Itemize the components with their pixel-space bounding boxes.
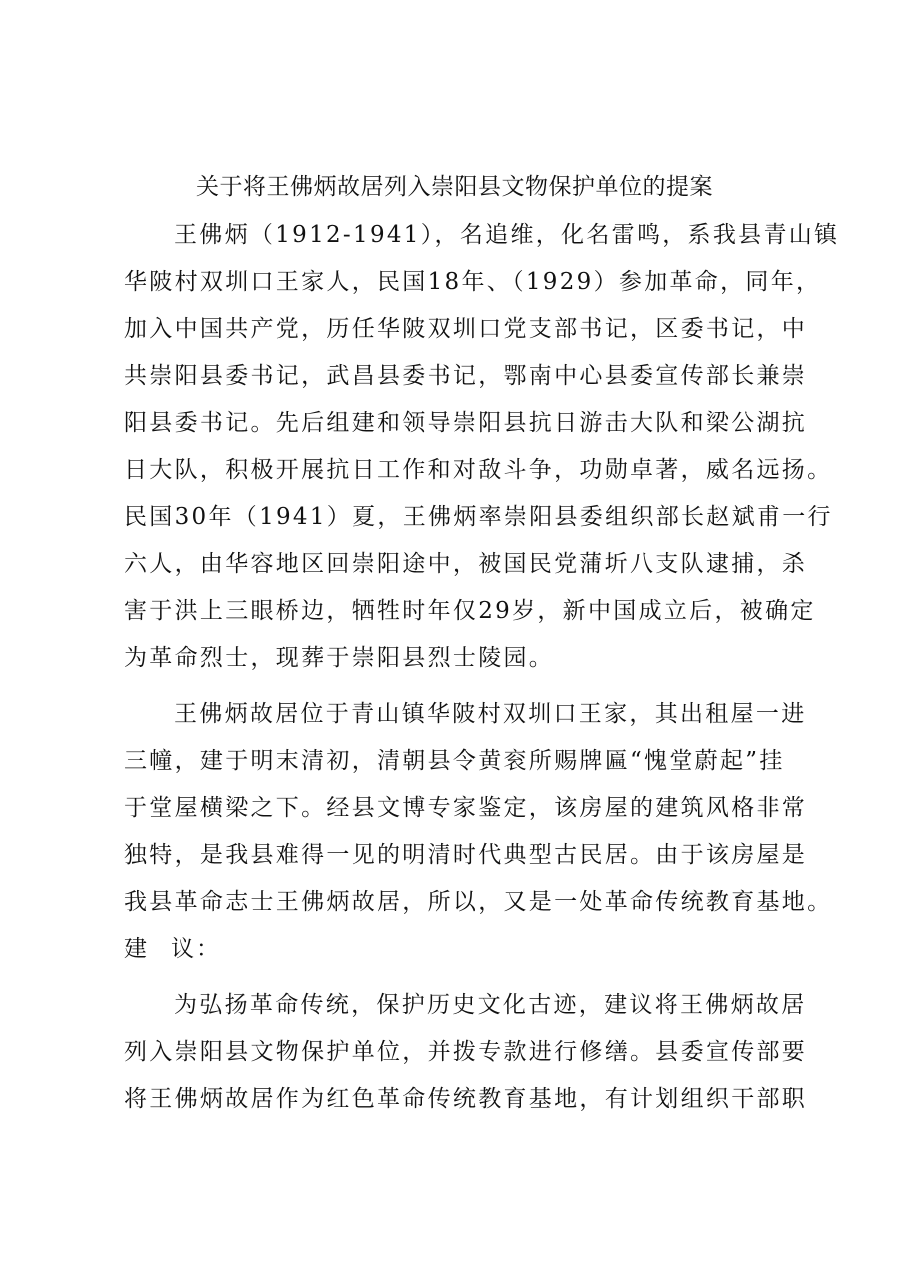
text-line: 民国30年（1941）夏，王佛炳率崇阳县委组织部长赵斌甫一行	[124, 504, 833, 530]
text-line: 将王佛炳故居作为红色革命传统教育基地，有计划组织干部职	[124, 1086, 808, 1112]
text-line: 阳县委书记。先后组建和领导崇阳县抗日游击大队和梁公湖抗	[124, 410, 808, 436]
text-line: 三幢，建于明末清初，清朝县令黄衮所赐牌匾“愧堂蔚起”挂	[124, 748, 785, 774]
text-line: 王佛炳故居位于青山镇华陂村双圳口王家，其出租屋一进	[174, 701, 807, 727]
suggestion-heading-part: 议：	[171, 936, 221, 962]
suggestion-heading-part: 建	[124, 936, 149, 962]
paragraph-residence	[124, 691, 833, 926]
document-body	[124, 212, 840, 1123]
text-line: 于堂屋横梁之下。经县文博专家鉴定，该房屋的建筑风格非常	[124, 795, 808, 821]
text-line: 为弘扬革命传统，保护历史文化古迹，建议将王佛炳故居	[174, 992, 807, 1018]
text-line: 六人，由华容地区回崇阳途中，被国民党蒲圻八支队逮捕，杀	[124, 551, 808, 577]
text-line: 独特，是我县难得一见的明清时代典型古民居。由于该房屋是	[124, 842, 808, 868]
text-line: 华陂村双圳口王家人，民国18年、（1929）参加革命，同年，	[124, 269, 822, 295]
text-line: 共崇阳县委书记，武昌县委书记，鄂南中心县委宣传部长兼崇	[124, 363, 808, 389]
text-line: 王佛炳（1912-1941），名追维，化名雷鸣，系我县青山镇	[174, 222, 840, 248]
paragraph-biography	[124, 212, 840, 682]
text-line: 我县革命志士王佛炳故居，所以，又是一处革命传统教育基地。	[124, 889, 833, 915]
text-line: 列入崇阳县文物保护单位，并拨专款进行修缮。县委宣传部要	[124, 1039, 808, 1065]
text-line: 害于洪上三眼桥边，牺牲时年仅29岁，新中国成立后，被确定	[124, 598, 816, 624]
document-title: 关于将王佛炳故居列入崇阳县文物保护单位的提案	[196, 174, 713, 200]
text-line: 为革命烈士，现葬于崇阳县烈士陵园。	[124, 645, 555, 671]
paragraph-suggestion	[124, 982, 814, 1123]
text-line: 日大队，积极开展抗日工作和对敌斗争，功勋卓著，威名远扬。	[124, 457, 833, 483]
suggestion-heading	[124, 926, 814, 973]
text-line: 加入中国共产党，历任华陂双圳口党支部书记，区委书记，中	[124, 316, 808, 342]
